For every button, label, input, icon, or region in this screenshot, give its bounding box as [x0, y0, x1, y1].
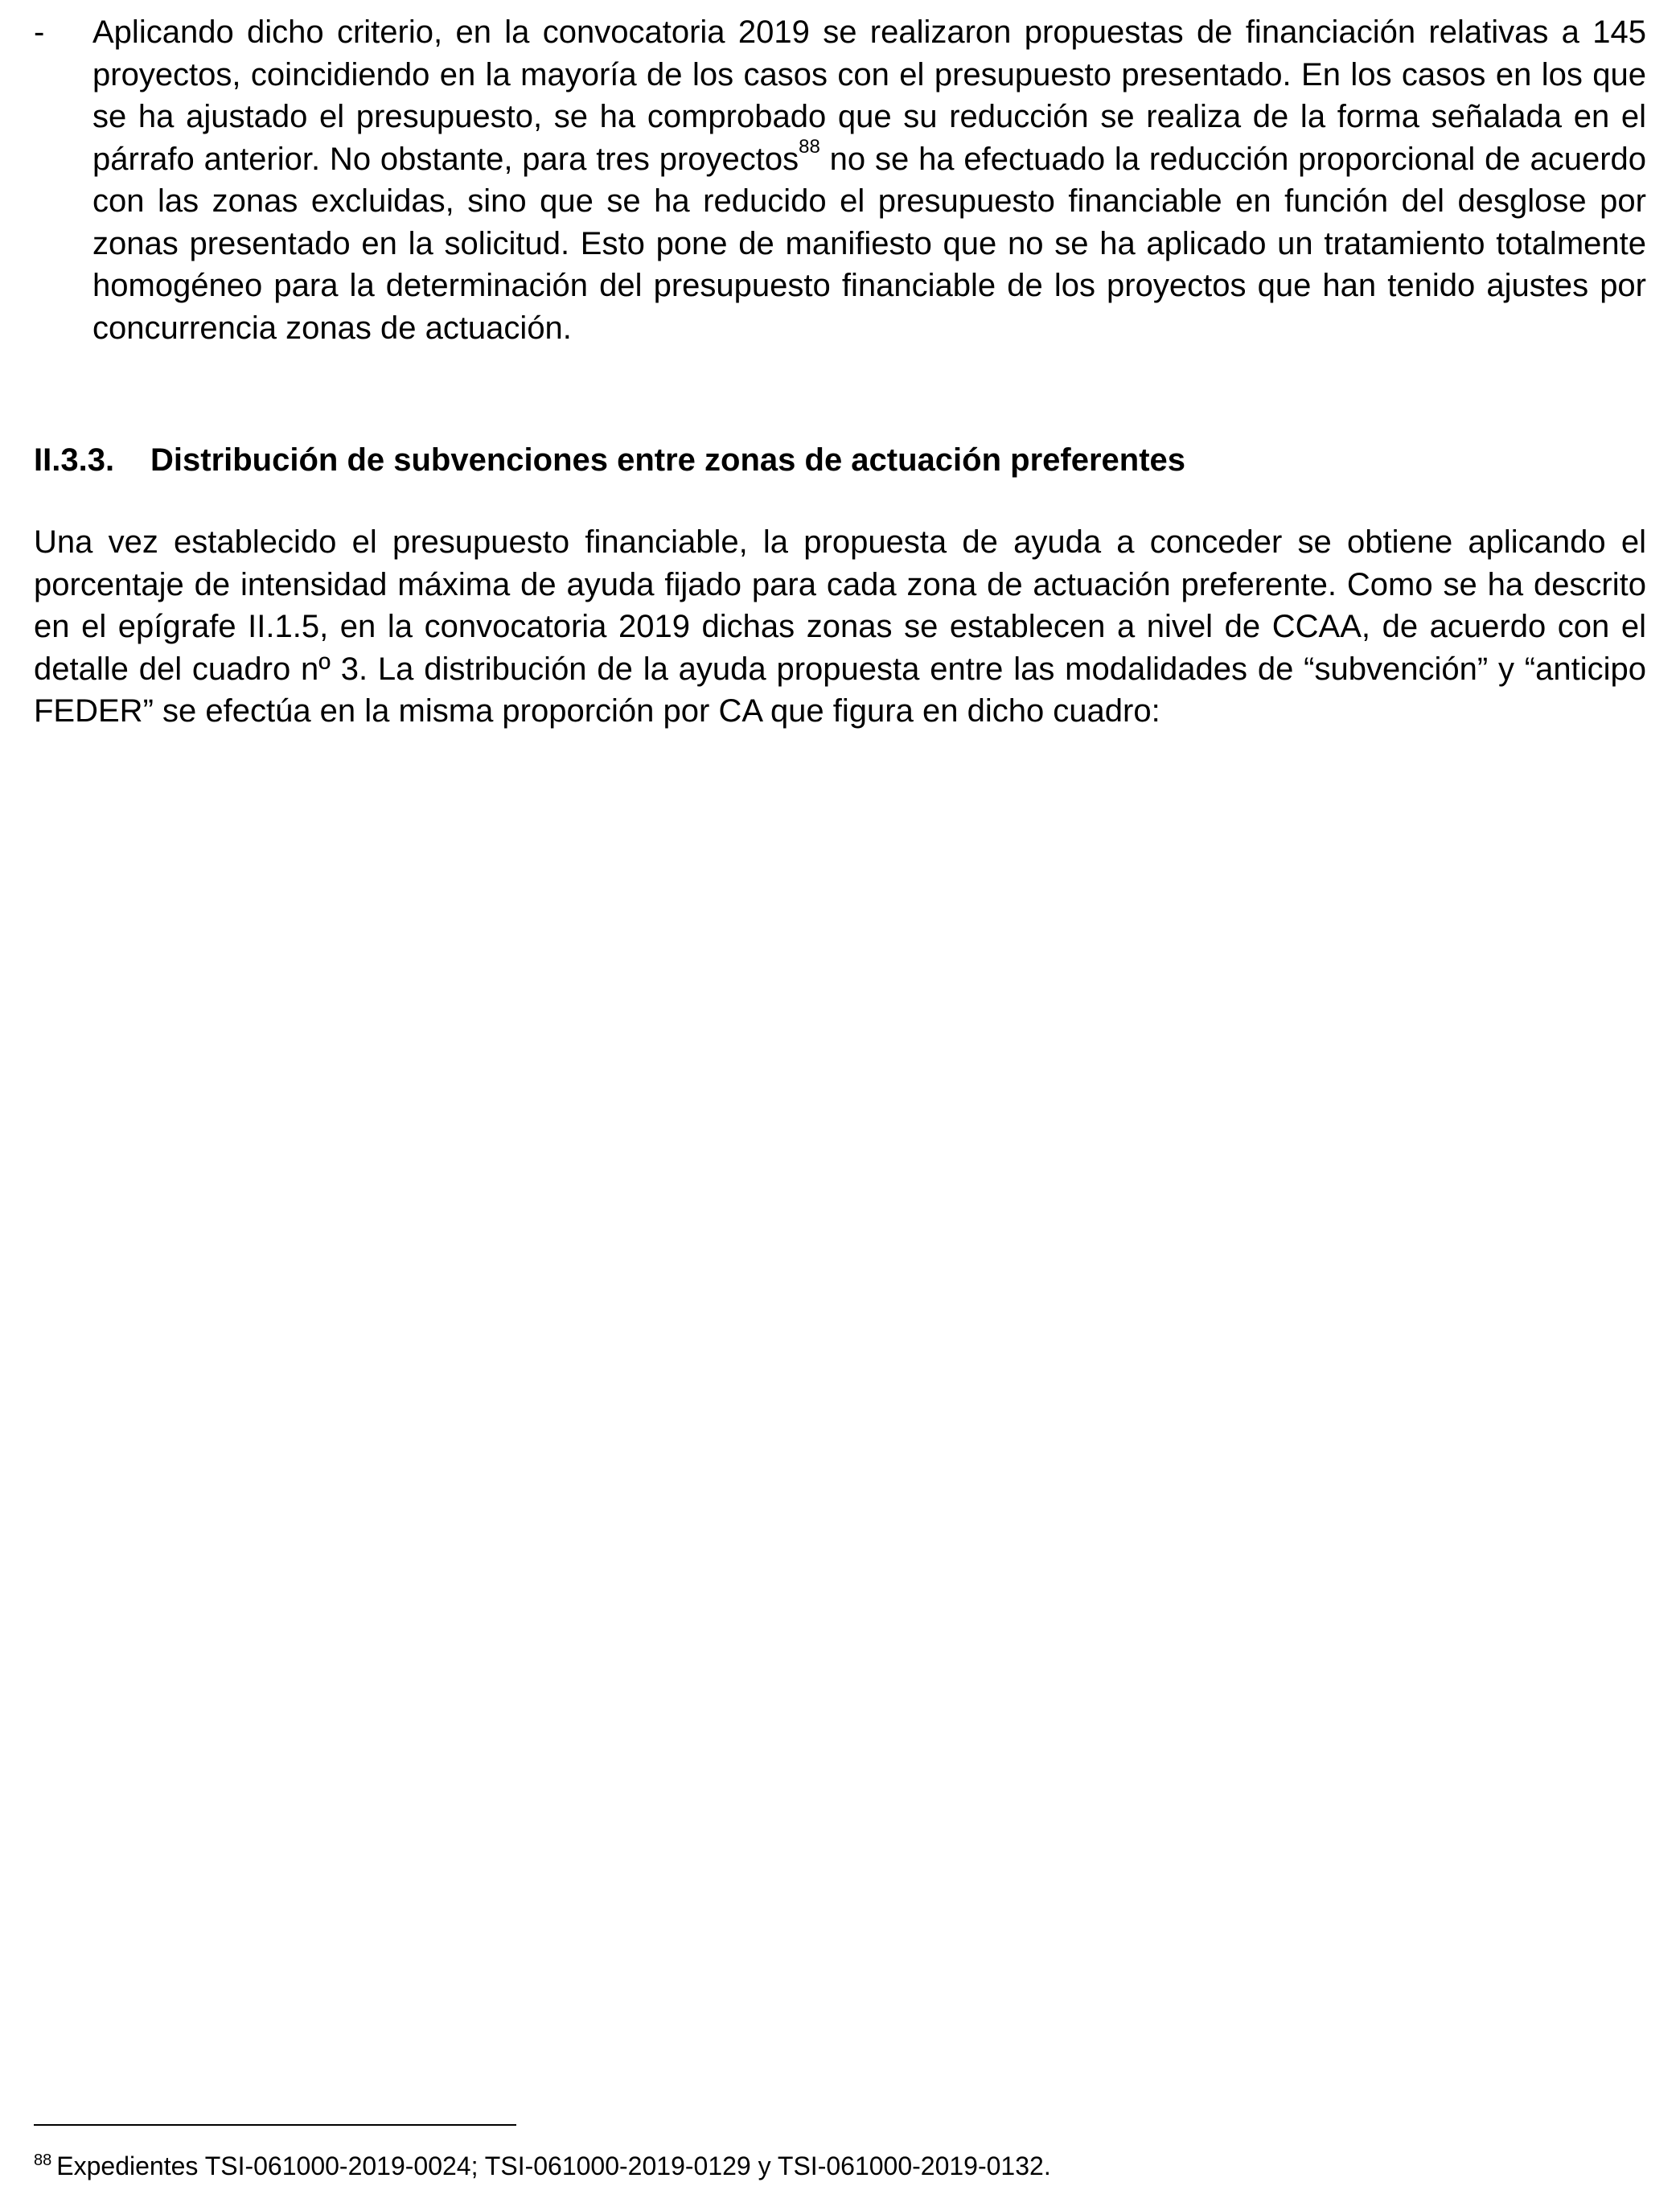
- bullet-text: [92, 11, 1646, 349]
- section-number: II.3.3.: [34, 442, 115, 478]
- section-title: Distribución de subvenciones entre zonas de actuación preferentes: [150, 442, 1186, 478]
- footnote-separator: [34, 2124, 516, 2126]
- bullet-text-part-1: Aplicando dicho criterio, en la convocatoria 2019 se realizaron propuestas de financiación relativas a 145 proyectos, coincidiendo en la mayoría de los casos con el presupuesto presentado. En los casos en los que se ha ajustado el presupuesto, se ha comprobado que su reducción se realiza de la forma señalada en el párrafo anterior. No obstante, para tres proyectos: [92, 14, 1646, 177]
- bullet-item: [34, 11, 1646, 349]
- footnote-number: 88: [34, 2151, 52, 2170]
- footnote-text: Expedientes TSI-061000-2019-0024; TSI-061000-2019-0129 y TSI-061000-2019-0132.: [56, 2151, 1051, 2180]
- bullet-marker: -: [34, 14, 45, 50]
- section-heading: [34, 439, 1646, 481]
- footnote: [34, 2149, 1646, 2183]
- bullet-text-part-2: no se ha efectuado la reducción proporcional de acuerdo con las zonas excluidas, sino que se ha reducido el presupuesto financiable en función del desglose por zonas presentado en la solicitud. Esto pone de manifiesto que no se ha aplicado un tratamiento totalmente homogéneo para la determinación del presupuesto financiable de los proyectos que han tenido ajustes por concurrencia zonas de actuación.: [92, 141, 1646, 346]
- footnote-reference[interactable]: 88: [799, 136, 820, 158]
- body-paragraph: Una vez establecido el presupuesto financiable, la propuesta de ayuda a conceder se obtiene aplicando el porcentaje de intensidad máxima de ayuda fijado para cada zona de actuación preferente. Como se ha descrito en el epígrafe II.1.5, en la convocatoria 2019 dichas zonas se establecen a nivel de CCAA, de acuerdo con el detalle del cuadro nº 3. La distribución de la ayuda propuesta entre las modalidades de “subvención” y “anticipo FEDER” se efectúa en la misma proporción por CA que figura en dicho cuadro:: [34, 524, 1646, 729]
